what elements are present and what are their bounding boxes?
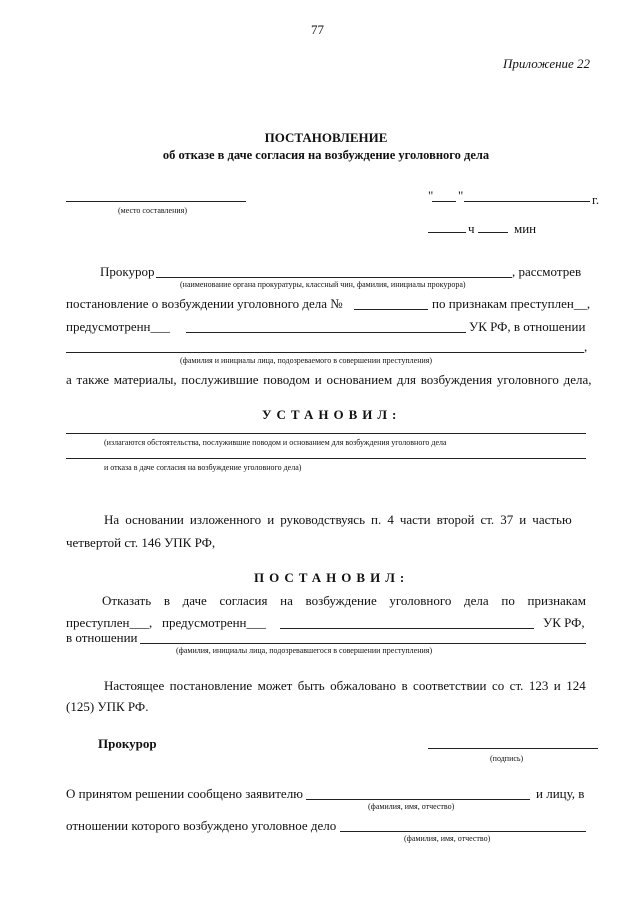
year-suffix: г. [592, 192, 600, 207]
date-day-line [432, 201, 456, 202]
notification-person-text: и лицу, в [536, 786, 585, 801]
resolved-line-1 [102, 593, 586, 609]
resolved-word: признакам [527, 593, 586, 608]
article-line [186, 332, 466, 333]
materials-text: а также материалы, послужившие поводом и основанием для возбуждения уголовного дела, [66, 372, 592, 387]
resolved-word: возбуждение [305, 593, 377, 608]
established-line-2 [66, 458, 586, 459]
date-open-quote: " [428, 188, 434, 203]
resolved-word: по [501, 593, 515, 608]
resolved-word: в [163, 593, 170, 608]
resolved-article-line [280, 628, 534, 629]
document-title: ПОСТАНОВЛЕНИЕ [264, 130, 388, 145]
prosecutor-line [156, 277, 512, 278]
suspect-line [66, 352, 584, 353]
grounds-line-2: четвертой ст. 146 УПК РФ, [66, 535, 216, 550]
signature-line [428, 748, 598, 749]
grounds-line-1: На основании изложенного и руководствуясь п. 4 части второй ст. 37 и частью [104, 512, 572, 527]
signature-label: Прокурор [98, 736, 157, 751]
minute-line [478, 232, 508, 233]
hour-suffix: ч [468, 221, 475, 236]
hour-line [428, 232, 466, 233]
page-number: 77 [311, 22, 324, 37]
date-close-quote: " [458, 188, 464, 203]
place-line [66, 201, 246, 202]
notification-applicant-caption: (фамилия, имя, отчество) [368, 802, 455, 811]
established-caption-2: и отказа в даче согласия на возбуждение уголовного дела) [104, 463, 302, 472]
case-number-line [354, 309, 428, 310]
resolved-word: на [280, 593, 293, 608]
prosecutor-caption: (наименование органа прокуратуры, классный чин, фамилия, инициалы прокурора) [180, 280, 466, 289]
resolved-heading: ПОСТАНОВИЛ: [254, 570, 410, 585]
criminal-code-text: УК РФ, в отношении [469, 319, 586, 334]
suspect-line-comma: , [584, 339, 588, 354]
resolved-provided-text: предусмотренн___ [162, 615, 267, 630]
resolved-suspect-caption: (фамилия, инициалы лица, подозревавшегося в совершении преступления) [176, 646, 433, 655]
date-month-line [464, 201, 590, 202]
appeal-line-2: (125) УПК РФ. [66, 699, 149, 714]
established-caption-1: (излагаются обстоятельства, послужившие поводом и основанием для возбуждения уголовного дела [104, 438, 447, 447]
signature-caption: (подпись) [490, 754, 524, 763]
notification-case-label: отношении которого возбуждено уголовное дело [66, 818, 337, 833]
resolved-word: Отказать [102, 593, 152, 608]
provided-label: предусмотренн___ [66, 319, 171, 334]
resolved-suspect-line [140, 643, 586, 644]
notification-applicant-line [306, 799, 530, 800]
notification-applicant-label: О принятом решении сообщено заявителю [66, 786, 303, 801]
document-subtitle: об отказе в даче согласия на возбуждение уголовного дела [162, 148, 490, 162]
appeal-line-1: Настоящее постановление может быть обжаловано в соответствии со ст. 123 и 124 [104, 678, 586, 693]
place-caption: (место составления) [118, 206, 187, 215]
established-heading: УСТАНОВИЛ: [262, 407, 402, 422]
resolved-crime-text: преступлен___, [66, 615, 153, 630]
resolved-regarding-label: в отношении [66, 630, 138, 645]
resolved-word: даче [182, 593, 207, 608]
resolved-word: уголовного [389, 593, 452, 608]
considered-text: , рассмотрев [512, 264, 582, 279]
resolved-word: дела [464, 593, 489, 608]
established-line-1 [66, 433, 586, 434]
suspect-caption: (фамилия и инициалы лица, подозреваемого в совершении преступления) [180, 356, 433, 365]
notification-case-line [340, 831, 586, 832]
crime-features-text: по признакам преступлен__, [432, 296, 591, 311]
resolved-criminal-code-text: УК РФ, [543, 615, 585, 630]
resolved-word: согласия [219, 593, 268, 608]
minute-suffix: мин [514, 221, 537, 236]
case-number-label: постановление о возбуждении уголовного дела № [66, 296, 343, 311]
prosecutor-label: Прокурор [100, 264, 155, 279]
appendix-label: Приложение 22 [503, 56, 591, 71]
notification-case-caption: (фамилия, имя, отчество) [404, 834, 491, 843]
